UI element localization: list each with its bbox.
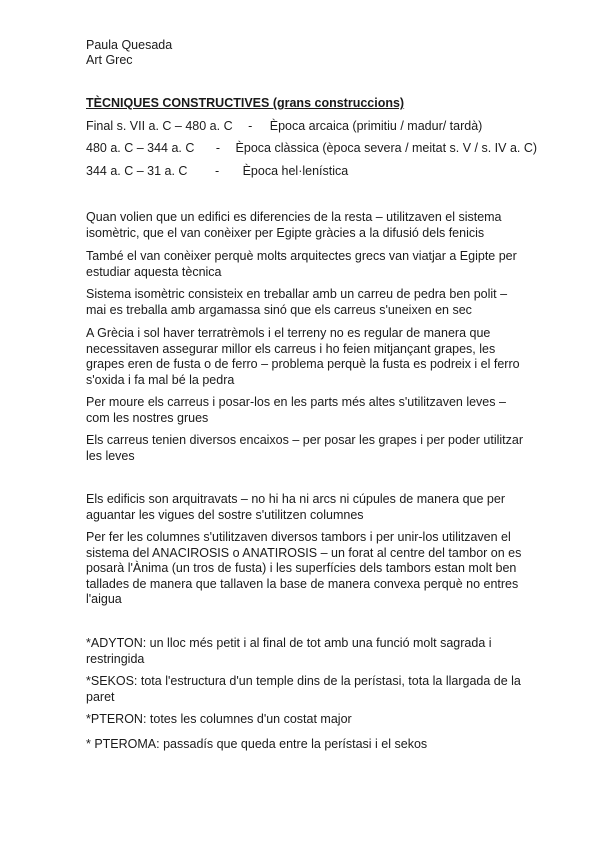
paragraph-clamps: A Grècia i sol haver terratrèmols i el terreny no es regular de manera que necessitaven assegurar millor els carreus i ho feien mitjançant grapes, les grapes eren de fusta o de ferro – problema perquè la fusta es podreix i el ferro s'oxida i fa mal bé la pedra	[86, 326, 520, 387]
glossary-pteron: *PTERON: totes les columnes d'un costat major	[86, 712, 352, 726]
period-label: Època hel·lenística	[242, 164, 349, 178]
period-separator: -	[215, 141, 221, 155]
period-range: Final s. VII a. C – 480 a. C	[86, 119, 233, 133]
period-row-hellenistic	[86, 164, 348, 178]
paragraph-levers: Per moure els carreus i posar-los en les parts més altes s'utilitzaven leves – com les nostres grues	[86, 395, 506, 425]
author-name: Paula Quesada	[86, 38, 173, 52]
section-title: TÈCNIQUES CONSTRUCTIVES (grans construccions)	[86, 96, 405, 110]
paragraph-egypt-travel: També el van conèixer perquè molts arquitectes grecs van viatjar a Egipte per estudiar aquesta tècnica	[86, 249, 517, 279]
period-separator: -	[248, 119, 253, 133]
period-label: Època arcaica (primitiu / madur/ tardà)	[269, 119, 483, 133]
period-label: Època clàssica (època severa / meitat s. V / s. IV a. C)	[235, 141, 538, 155]
paragraph-isometric-definition: Sistema isomètric consisteix en treballar amb un carreu de pedra ben polit – mai es treballa amb argamassa sinó que els carreus s'uneixen en sec	[86, 287, 508, 317]
period-separator: -	[214, 164, 220, 178]
paragraph-joints: Els carreus tenien diversos encaixos – per posar les grapes i per poder utilitzar les leves	[86, 433, 524, 463]
subject-name: Art Grec	[86, 53, 133, 67]
document-header	[86, 38, 172, 68]
paragraph-isometric-system: Quan volien que un edifici es diferencies de la resta – utilitzaven el sistema isomètric, que el van conèixer per Egipte gràcies a la difusió dels fenicis	[86, 210, 502, 240]
period-range: 480 a. C – 344 a. C	[86, 141, 195, 155]
period-range: 344 a. C – 31 a. C	[86, 164, 188, 178]
glossary-adyton: *ADYTON: un lloc més petit i al final de tot amb una funció molt sagrada i restringida	[86, 636, 492, 666]
period-row-classical	[86, 141, 537, 155]
paragraph-anacirosis: Per fer les columnes s'utilitzaven diversos tambors i per unir-los utilitzaven el sistema del ANACIROSIS o ANATIROSIS – un forat al centre del tambor on es posarà l'Ànima (un tros de fusta) i les superfícies dels tambors estan molt ben tallades de manera que tallaven la base de manera convexa perquè no entres l'aigua	[86, 530, 522, 606]
period-row-archaic	[86, 119, 482, 133]
paragraph-trabeated: Els edificis son arquitravats – no hi ha ni arcs ni cúpules de manera que per aguantar les vigues del sostre s'utilitzen columnes	[86, 492, 505, 522]
glossary-pteroma: * PTEROMA: passadís que queda entre la perístasi i el sekos	[86, 737, 428, 751]
glossary-sekos: *SEKOS: tota l'estructura d'un temple dins de la perístasi, tota la llargada de la paret	[86, 674, 521, 704]
